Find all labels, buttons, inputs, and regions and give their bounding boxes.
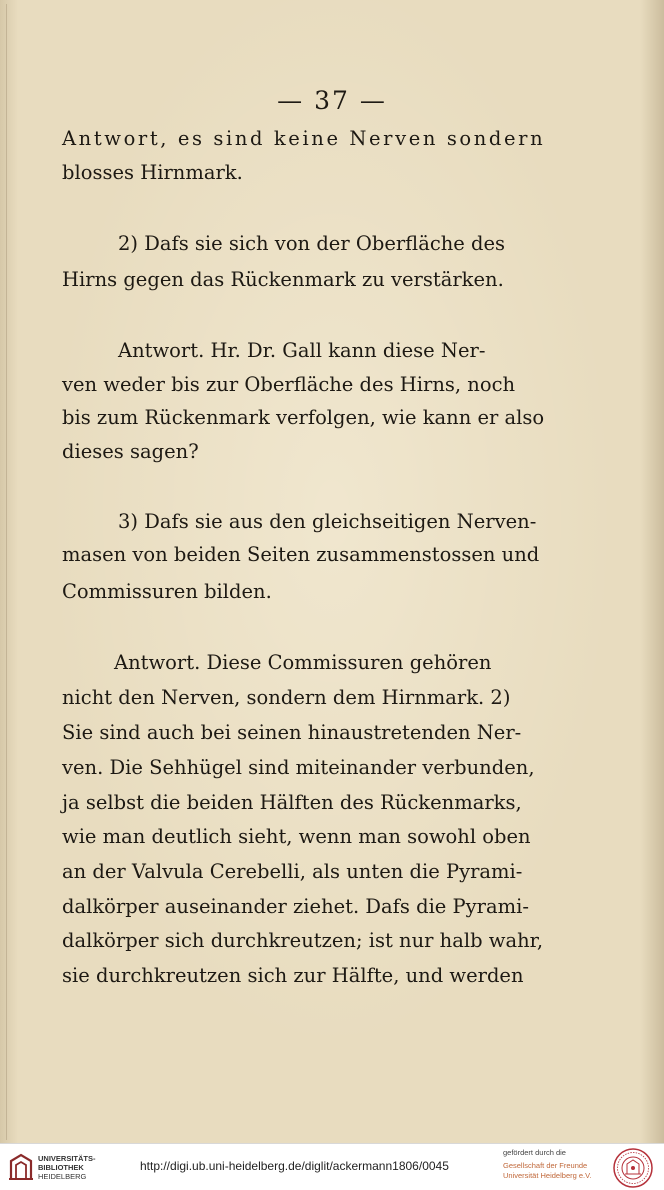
text-line: an der Valvula Cerebelli, als unten die Pyrami-: [62, 860, 523, 883]
text-line-content: Antwort. Diese Commissuren gehören: [114, 651, 492, 674]
library-name: [38, 1154, 102, 1181]
text-line: Hirns gegen das Rückenmark zu verstärken.: [62, 268, 504, 291]
library-name-line: BIBLIOTHEK: [38, 1163, 84, 1172]
library-name-line: HEIDELBERG: [38, 1172, 87, 1181]
permalink-url[interactable]: http://digi.ub.uni-heidelberg.de/diglit/ackermann1806/0045: [140, 1159, 449, 1173]
text-line: dieses sagen?: [62, 440, 199, 463]
library-name-line: UNIVERSITÄTS-: [38, 1154, 96, 1163]
sponsor-name-line: Universität Heidelberg e.V.: [503, 1171, 592, 1180]
text-line-content: Antwort, es sind keine Nerven sondern: [62, 127, 546, 150]
text-line: sie durchkreutzen sich zur Hälfte, und werden: [62, 964, 524, 987]
text-line: dalkörper sich durchkreutzen; ist nur halb wahr,: [62, 929, 544, 952]
text-line: nicht den Nerven, sondern dem Hirnmark. 2): [62, 686, 511, 709]
page-number-header: — 37 —: [277, 86, 387, 115]
text-line: bis zum Rückenmark verfolgen, wie kann er also: [62, 406, 545, 429]
text-line-content: Antwort. Hr. Dr. Gall kann diese Ner-: [118, 339, 486, 362]
text-line: wie man deutlich sieht, wenn man sowohl oben: [62, 825, 531, 848]
text-line: Commissuren bilden.: [62, 580, 272, 603]
text-line: dalkörper auseinander ziehet. Dafs die Pyrami-: [62, 895, 529, 918]
text-line: ja selbst die beiden Hälften des Rückenmarks,: [62, 791, 522, 814]
text-line: [118, 339, 564, 363]
university-seal-icon: [612, 1147, 654, 1189]
text-line: [114, 651, 564, 675]
text-line: blosses Hirnmark.: [62, 161, 243, 184]
text-line: 3) Dafs sie aus den gleichseitigen Nerven-: [118, 510, 537, 533]
text-line: masen von beiden Seiten zusammenstossen und: [62, 543, 540, 566]
text-line: ven. Die Sehhügel sind miteinander verbunden,: [62, 756, 535, 779]
text-line: [62, 127, 564, 151]
text-line: ven weder bis zur Oberfläche des Hirns, noch: [62, 373, 516, 396]
library-logo[interactable]: [8, 1151, 98, 1185]
university-library-logo-icon: [8, 1153, 34, 1181]
viewer-footer: [0, 1143, 664, 1190]
sponsor-block[interactable]: [503, 1148, 601, 1181]
sponsor-label: gefördert durch die: [503, 1148, 566, 1157]
text-line: 2) Dafs sie sich von der Oberfläche des: [118, 232, 506, 255]
sponsor-name-line: Gesellschaft der Freunde: [503, 1161, 588, 1170]
text-line: Sie sind auch bei seinen hinaustretenden Ner-: [62, 721, 522, 744]
